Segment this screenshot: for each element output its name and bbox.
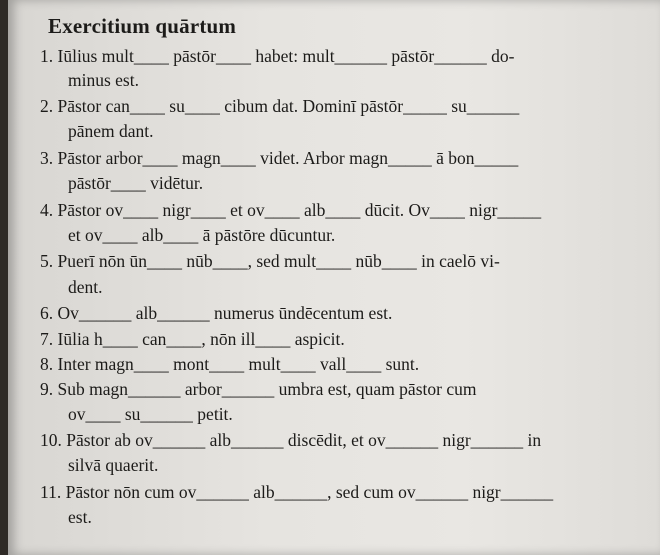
exercise-line-8: 8. Inter magn____ mont____ mult____ vall____ sunt. (40, 354, 420, 374)
exercise-line-11-cont: est. (68, 507, 92, 527)
exercise-line-4-cont: et ov____ alb____ ā pāstōre dūcuntur. (68, 225, 336, 245)
exercise-line-5: 5. Puerī nōn ūn____ nūb____, sed mult____ nūb____ in caelō vi- (40, 251, 500, 271)
exercise-line-2: 2. Pāstor can____ su____ cibum dat. Dominī pāstōr_____ su______ (40, 96, 520, 116)
exercise-line-3: 3. Pāstor arbor____ magn____ videt. Arbor magn_____ ā bon_____ (40, 148, 519, 168)
worksheet-page (8, 0, 660, 555)
exercise-line-7: 7. Iūlia h____ can____, nōn ill____ aspicit. (40, 329, 345, 349)
exercise-line-10: 10. Pāstor ab ov______ alb______ discēdit, et ov______ nigr______ in (40, 430, 542, 450)
exercise-line-1: 1. Iūlius mult____ pāstōr____ habet: mult______ pāstōr______ do- (40, 46, 515, 66)
exercise-line-4: 4. Pāstor ov____ nigr____ et ov____ alb____ dūcit. Ov____ nigr_____ (40, 200, 542, 220)
exercise-line-9: 9. Sub magn______ arbor______ umbra est, quam pāstor cum (40, 379, 477, 399)
exercise-line-5-cont: dent. (68, 277, 103, 297)
exercise-line-2-cont: pānem dant. (68, 121, 154, 141)
exercise-line-9-cont: ov____ su______ petit. (68, 404, 233, 424)
exercise-line-11: 11. Pāstor nōn cum ov______ alb______, sed cum ov______ nigr______ (40, 482, 554, 502)
exercise-line-1-cont: minus est. (68, 70, 139, 90)
exercise-line-6: 6. Ov______ alb______ numerus ūndēcentum est. (40, 303, 393, 323)
page-title: Exercitium quārtum (48, 14, 237, 38)
exercise-line-10-cont: silvā quaerit. (68, 455, 159, 475)
exercise-line-3-cont: pāstōr____ vidētur. (68, 173, 204, 193)
